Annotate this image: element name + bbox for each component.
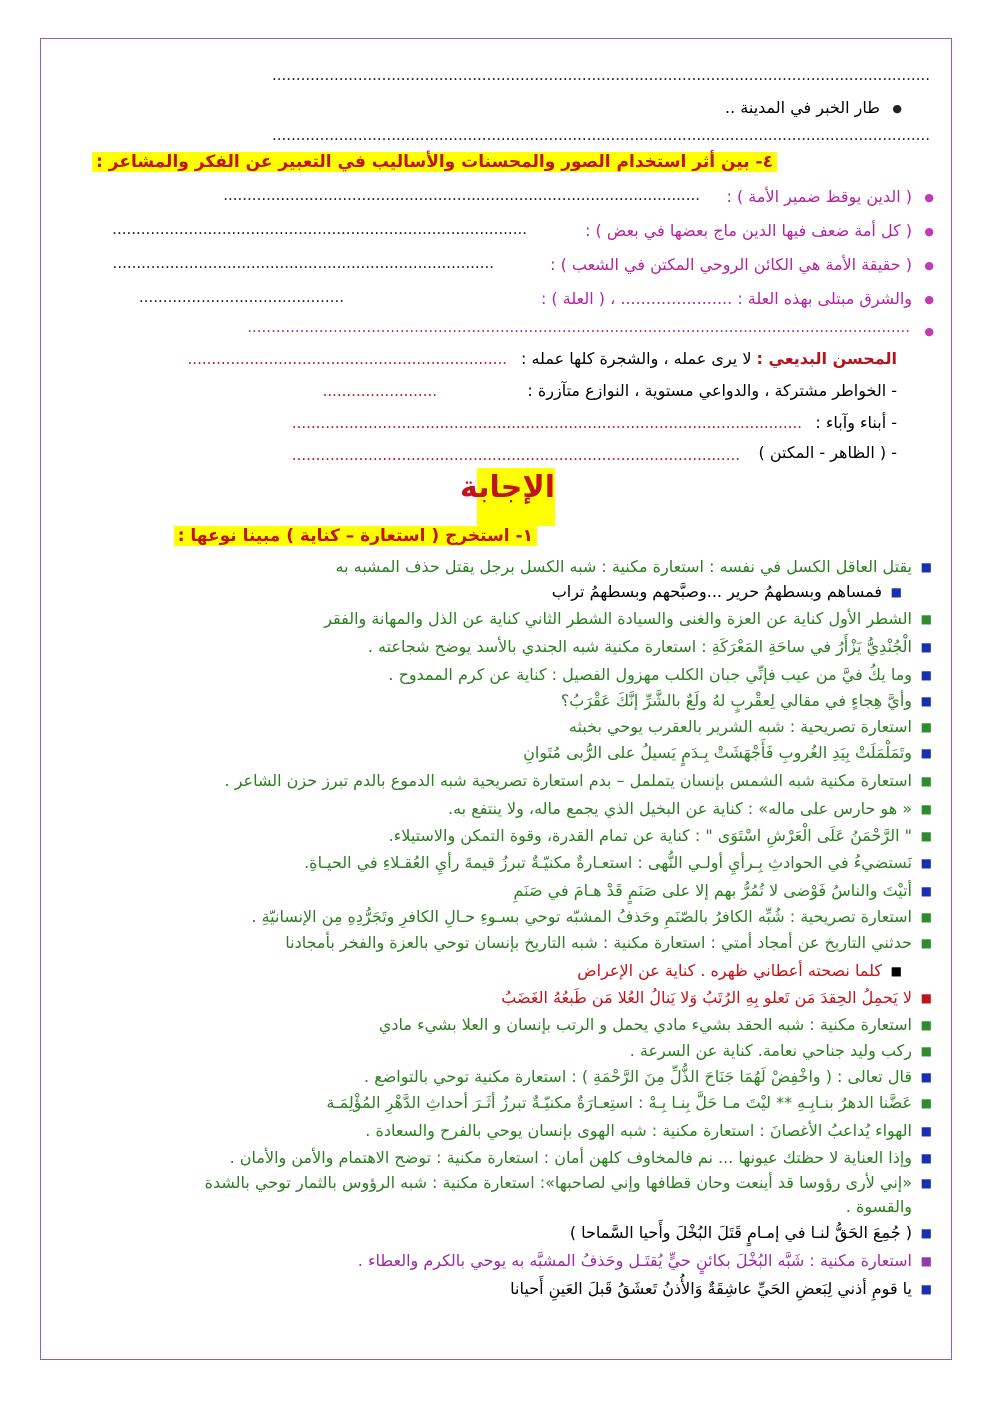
- answer-text: استعارة تصريحية : شُبِّه الكافرُ بالصّنَمِ وحَذفُ المشبّه توحي بسـوءِ حـالِ الكافرِ وتَجَرُّدِهِ مِن الإنسانيّةِ .: [251, 907, 912, 926]
- dotted-line: ..........................................................................................................................................: [272, 126, 930, 144]
- answer-line: [510, 1278, 912, 1300]
- answer-line: [368, 636, 912, 658]
- answer-line: [569, 716, 912, 738]
- answer-text: ركب وليد جناحي نعامة. كناية عن السرعة .: [629, 1041, 912, 1060]
- answer-text: والقسوة .: [845, 1197, 912, 1216]
- answer-text: " الرَّحْمَنُ عَلَى الْعَرْشِ اسْتَوَى " : كناية عن تمام القدرة، وقوة التمكن والاستيلاء.: [388, 826, 912, 845]
- bullet-item: [725, 97, 880, 119]
- answer-text: يقتل العاقل الكسل في نفسه : استعارة مكنية : شبه الكسل برجل يقتل حذف المشبه به: [335, 557, 912, 576]
- item-text: ( الدين يوقظ ضمير الأمة ) :: [726, 187, 912, 206]
- answer-line: [570, 1222, 912, 1244]
- answer-line: [577, 960, 882, 982]
- badi-item-text: - الخواطر مشتركة ، والدواعي مستوية ، النوازع متآزرة :: [527, 381, 897, 400]
- answer-title: الإجابة: [460, 470, 555, 505]
- answer-line: [205, 1172, 912, 1194]
- answer-text: استعارة مكنية : شَبَّه البُخْلَ بكائنٍ حيٍّ يُقتَـل وحَذفُ المشبَّه به يوحي بالكرم والعطاء .: [357, 1251, 912, 1270]
- list-item: [541, 288, 912, 310]
- badi-row: [521, 348, 897, 370]
- answer-blank: ................................................................................: [112, 254, 494, 272]
- badi-text: لا يرى عمله ، والشجرة كلها عمله :: [520, 349, 752, 368]
- badi-item: [759, 442, 897, 464]
- answer-blank: ....................................................................................................: [223, 186, 700, 204]
- bullet-text: طار الخبر في المدينة ..: [725, 98, 880, 117]
- badi-item-text: - أبناء وآباء :: [815, 413, 897, 432]
- answer-text: وإذا العناية لا حظتك عيونها ... نم فالمخاوف كلهن أمان : استعارة مكنية : توضح الاهتمام والأمن والأمان .: [229, 1148, 912, 1167]
- answer-line: [630, 1040, 912, 1062]
- answer-text: الهواء يُداعبُ الأغصانَ : استعارة مكنية : شبه الهوى بإنسان يوحي بالفرح والسعادة .: [365, 1121, 912, 1140]
- item-text: والشرق مبتلى بهذه العلة : ...................... ، ( العلة ) :: [540, 289, 912, 308]
- answer-line: [251, 906, 912, 928]
- answer-text: وما يكُ فيَّ من عيب فإنِّي جبان الكلب مهزول الفصيل : كناية عن كرم الممدوح .: [388, 665, 912, 684]
- answer-line: [388, 664, 912, 686]
- answer-text: فمساهم وبسطهمُ حرير ...وصبَّحهم وبسطهمُ تراب: [551, 582, 882, 601]
- answer-text: « هو حارس على ماله» : كناية عن البخيل الذي يجمع ماله، ولا ينتفع به.: [447, 799, 912, 818]
- answer-line: [513, 880, 912, 902]
- answer-text: لا يَحمِلُ الحِقدَ مَن تَعلو بِهِ الرُتَبُ وَلا يَنالُ العُلا مَن طَبعُهُ الغَضَبُ: [501, 988, 912, 1007]
- answer-line: [501, 987, 912, 1009]
- item-text: ( كل أمة ضعف فيها الدين ماج بعضها في بعض ) :: [585, 221, 912, 240]
- badi-item-text: - ( الظاهر - المكتن ): [758, 443, 897, 462]
- answer-line: [324, 608, 912, 630]
- answer-text: قال تعالى : ( واخْفِضْ لَهُمَا جَنَاحَ الذُّلِّ مِنَ الرَّحْمَةِ ) : استعارة مكنية توحي بالتواضع .: [364, 1067, 912, 1086]
- answer-line: [523, 742, 912, 764]
- answer-blank: ...................................................................: [187, 350, 507, 368]
- answer-text: وتَمَلْمَلَتْ بِيَدِ الغُروبِ فَأَجْهَشَتْ بِـدَمٍ يَسيلُ على الرُّبى مُتَوانِ: [523, 743, 912, 762]
- answer-text: وأيَّ هِجاءٍ في مقالي لِعقْربٍ لهُ ولَعٌ بالشَّرِّ إنَّكَ عَقْرَبُ؟: [560, 691, 912, 710]
- answer-line: [358, 1250, 912, 1272]
- badi-label: المحسن البديعي :: [756, 349, 897, 368]
- answer-text: كلما نصحته أعطاني ظهره . كناية عن الإعراض: [577, 961, 882, 980]
- answer-text: يا قومِ أذني لِبَعضِ الحَيِّ عاشِقَةٌ وَالأُذنُ تَعشَقُ قَبلَ العَينِ أَحيانا: [510, 1279, 912, 1298]
- answer-line: [326, 1092, 912, 1114]
- answer-text: الْجُنْدِيُّ يَزْأَرُ في ساحَةِ المَعْرَكَةِ : استعارة مكنية شبه الجندي بالأسد يوضح شجاعته .: [367, 637, 912, 656]
- answer-blank: .......................................................................................: [112, 220, 527, 238]
- answer-text: استعارة مكنية : شبه الحقد بشيء مادي يحمل و الرتب بإنسان و العلا بشيء مادي: [378, 1015, 912, 1034]
- answer-text: ( جُمِعَ الحَقُّ لنـا في إمـامٍ قَتَلَ البُخْلَ وأَحيا السَّماحا ): [569, 1223, 912, 1242]
- answer-line: [304, 852, 912, 874]
- section-title: ٤- بين أثر استخدام الصور والمحسنات والأساليب في التعبير عن الفكر والمشاعر :: [92, 152, 777, 172]
- badi-item: [527, 380, 897, 402]
- answer-text: «إني لأرى رؤوسا قد أينعت وحان قطافها وإني لصاحبها»: استعارة مكنية : شبه الرؤوس بالثمار توحي بالشدة: [204, 1173, 912, 1192]
- list-item: [585, 220, 912, 242]
- answer-line: [364, 1066, 912, 1088]
- answer-blank: ...........................................................................................................: [291, 414, 802, 432]
- answer-text: عَضَّنا الدهرُ بنـابِـهِ ** ليْتَ مـا حَلَّ بِنـا بِـهْ : استِعـارَةٌ مكنيّـةٌ تبرزُ أثَـرَ أحداثِ الدَّهْرِ المُؤْلِمَـة: [326, 1093, 912, 1112]
- answer-line: [552, 581, 882, 603]
- answer-blank: ...........................................................................................................................................: [247, 318, 910, 336]
- answer-line-continued: [846, 1196, 912, 1218]
- answer-text: أتيْتَ والناسُ فَوْضى لا تُمُرُّ بهم إلا على صَنَمٍ قَدْ هـامَ في صَنَمِ: [513, 881, 912, 900]
- answer-line: [448, 798, 912, 820]
- answer-line: [336, 556, 913, 578]
- answer-text: نَستضيءُ في الحوادثِ بِـرأيِ أولـي النُّهى : استعـارةٌ مكنيّـةٌ تبرزُ قيمةَ رأيِ العُقـلاءِ في الحيـاةِ.: [304, 853, 912, 872]
- badi-item: [815, 412, 897, 434]
- answer-blank: ...........................................: [138, 288, 344, 306]
- answer-blank: ..............................................................................................: [291, 446, 740, 464]
- answer-text: الشطر الأول كناية عن العزة والغنى والسيادة الشطر الثاني كناية عن الذل والمهانة والفقر: [324, 609, 912, 628]
- answer-text: استعارة مكنية شبه الشمس بإنسان يتململ – بدم استعارة تصريحية شبه الدموع بالدم تبرز حزن الشاعر .: [224, 771, 912, 790]
- answer-line: [230, 1147, 912, 1169]
- answer-line: [561, 690, 912, 712]
- answer-line: [379, 1014, 912, 1036]
- list-item: [550, 254, 912, 276]
- answer-line: [285, 932, 912, 954]
- answer-line: [389, 825, 912, 847]
- answer-line: [225, 770, 912, 792]
- answer-line: [365, 1120, 912, 1142]
- list-item: [726, 186, 912, 208]
- answer-blank: ........................: [322, 382, 437, 400]
- answer-text: حدثني التاريخ عن أمجاد أمتي : استعارة مكنية : شبه التاريخ بإنسان توحي بالعزة والفخر بأمجادنا: [285, 933, 912, 952]
- dotted-line: ..........................................................................................................................................: [272, 66, 930, 84]
- answer-text: استعارة تصريحية : شبه الشرير بالعقرب يوحي بخبثه: [568, 717, 912, 736]
- item-text: ( حقيقة الأمة هي الكائن الروحي المكتن في الشعب ) :: [550, 255, 912, 274]
- question-title: ١- استخرج ( استعارة – كناية ) مبينا نوعها :: [174, 526, 537, 546]
